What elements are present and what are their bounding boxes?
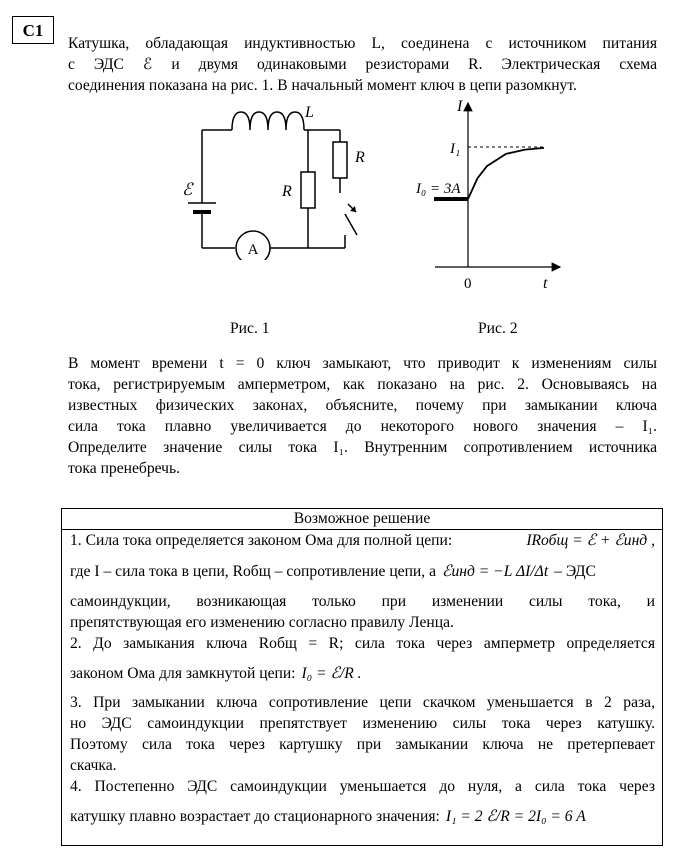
solution-p4-text: катушку плавно возрастает до стационарного значения: <box>70 807 440 825</box>
solution-p2-formula: I₀ = ℰ/R . <box>301 664 362 682</box>
intro-line-3: соединения показана на рис. 1. В начальный момент ключ в цепи разомкнут. <box>68 77 577 94</box>
solution-p1-text: 1. Сила тока определяется законом Ома для полной цепи: <box>70 532 453 549</box>
resistor-left <box>301 172 315 208</box>
question-line-4: сила тока плавно увеличивается до некоторого нового значения – I₁. <box>68 418 657 435</box>
ammeter-label: A <box>247 242 259 258</box>
solution-p3-line2: но ЭДС самоиндукции препятствует изменению силы тока через катушку. <box>70 715 655 732</box>
solution-p4-line2 <box>70 797 655 835</box>
task-label: C1 <box>12 16 54 44</box>
solution-p1-emf: ℰинд = −L ΔI/Δt <box>442 562 549 580</box>
resistor-right <box>333 142 347 178</box>
solution-p3-line4: скачка. <box>70 757 117 774</box>
intro-line-2: с ЭДС ℰ и двумя одинаковыми резисторами R. Электрическая схема <box>68 56 657 73</box>
y-axis-label: I <box>457 98 463 115</box>
i0-label: I₀ = 3A <box>416 181 461 197</box>
question-line-1: В момент времени t = 0 ключ замыкают, что приводит к изменениям силы <box>68 355 657 372</box>
emf-label: ℰ <box>182 180 193 199</box>
solution-p1-line4: препятствующая его изменению согласно правилу Ленца. <box>70 614 454 631</box>
solution-p3-line3: Поэтому сила тока через картушку при замыкании ключа не претерпевает <box>70 736 655 753</box>
circuit-diagram <box>160 95 390 260</box>
current-time-graph <box>410 95 570 295</box>
inductor-coil <box>232 112 304 130</box>
question-line-3: известных физических законах, объясните, почему при замыкании ключа <box>68 397 657 414</box>
solution-heading: Возможное решение <box>62 509 662 530</box>
solution-p2-line1: 2. До замыкания ключа Rобщ = R; сила тока через амперметр определяется <box>70 635 655 652</box>
inductor-label: L <box>305 104 314 121</box>
figure1-caption: Рис. 1 <box>230 320 270 337</box>
solution-p1-where: где I – сила тока в цепи, Rобщ – сопротивление цепи, а <box>70 562 436 580</box>
origin-label: 0 <box>464 276 472 292</box>
solution-box <box>61 508 663 846</box>
task-intro <box>68 33 657 96</box>
question-line-6: тока пренебречь. <box>68 460 181 477</box>
i1-label: I₁ <box>450 141 461 157</box>
solution-p1-line3: самоиндукции, возникающая только при изменении силы тока, и <box>70 593 655 610</box>
solution-p3-line1: 3. При замыкании ключа сопротивление цепи скачком уменьшается в 2 раза, <box>70 694 655 711</box>
solution-p2-line2 <box>70 654 655 692</box>
current-curve <box>468 148 544 199</box>
solution-p1-line1 <box>70 530 655 551</box>
solution-p4-formula: I₁ = 2 ℰ/R = 2I₀ = 6 A <box>445 807 586 825</box>
intro-line-1: Катушка, обладающая индуктивностью L, соединена с источником питания <box>68 35 657 52</box>
resistor-right-label: R <box>355 149 365 166</box>
solution-p1-formula: IRобщ = ℰ + ℰинд , <box>526 532 655 549</box>
solution-p1-emf-tail: – ЭДС <box>554 562 596 580</box>
solution-p2-text: законом Ома для замкнутой цепи: <box>70 664 296 682</box>
task-question <box>68 353 657 479</box>
resistor-left-label: R <box>282 183 292 200</box>
solution-p4-line1: 4. Постепенно ЭДС самоиндукции уменьшается до нуля, а сила тока через <box>70 778 655 795</box>
figure2-caption: Рис. 2 <box>478 320 518 337</box>
question-line-5: Определите значение силы тока I₁. Внутренним сопротивлением источника <box>68 439 657 456</box>
x-axis-label: t <box>543 275 548 292</box>
question-line-2: тока, регистрируемым амперметром, как показано на рис. 2. Основываясь на <box>68 376 657 393</box>
switch-lever <box>345 214 357 235</box>
solution-p1-line2 <box>70 551 655 591</box>
